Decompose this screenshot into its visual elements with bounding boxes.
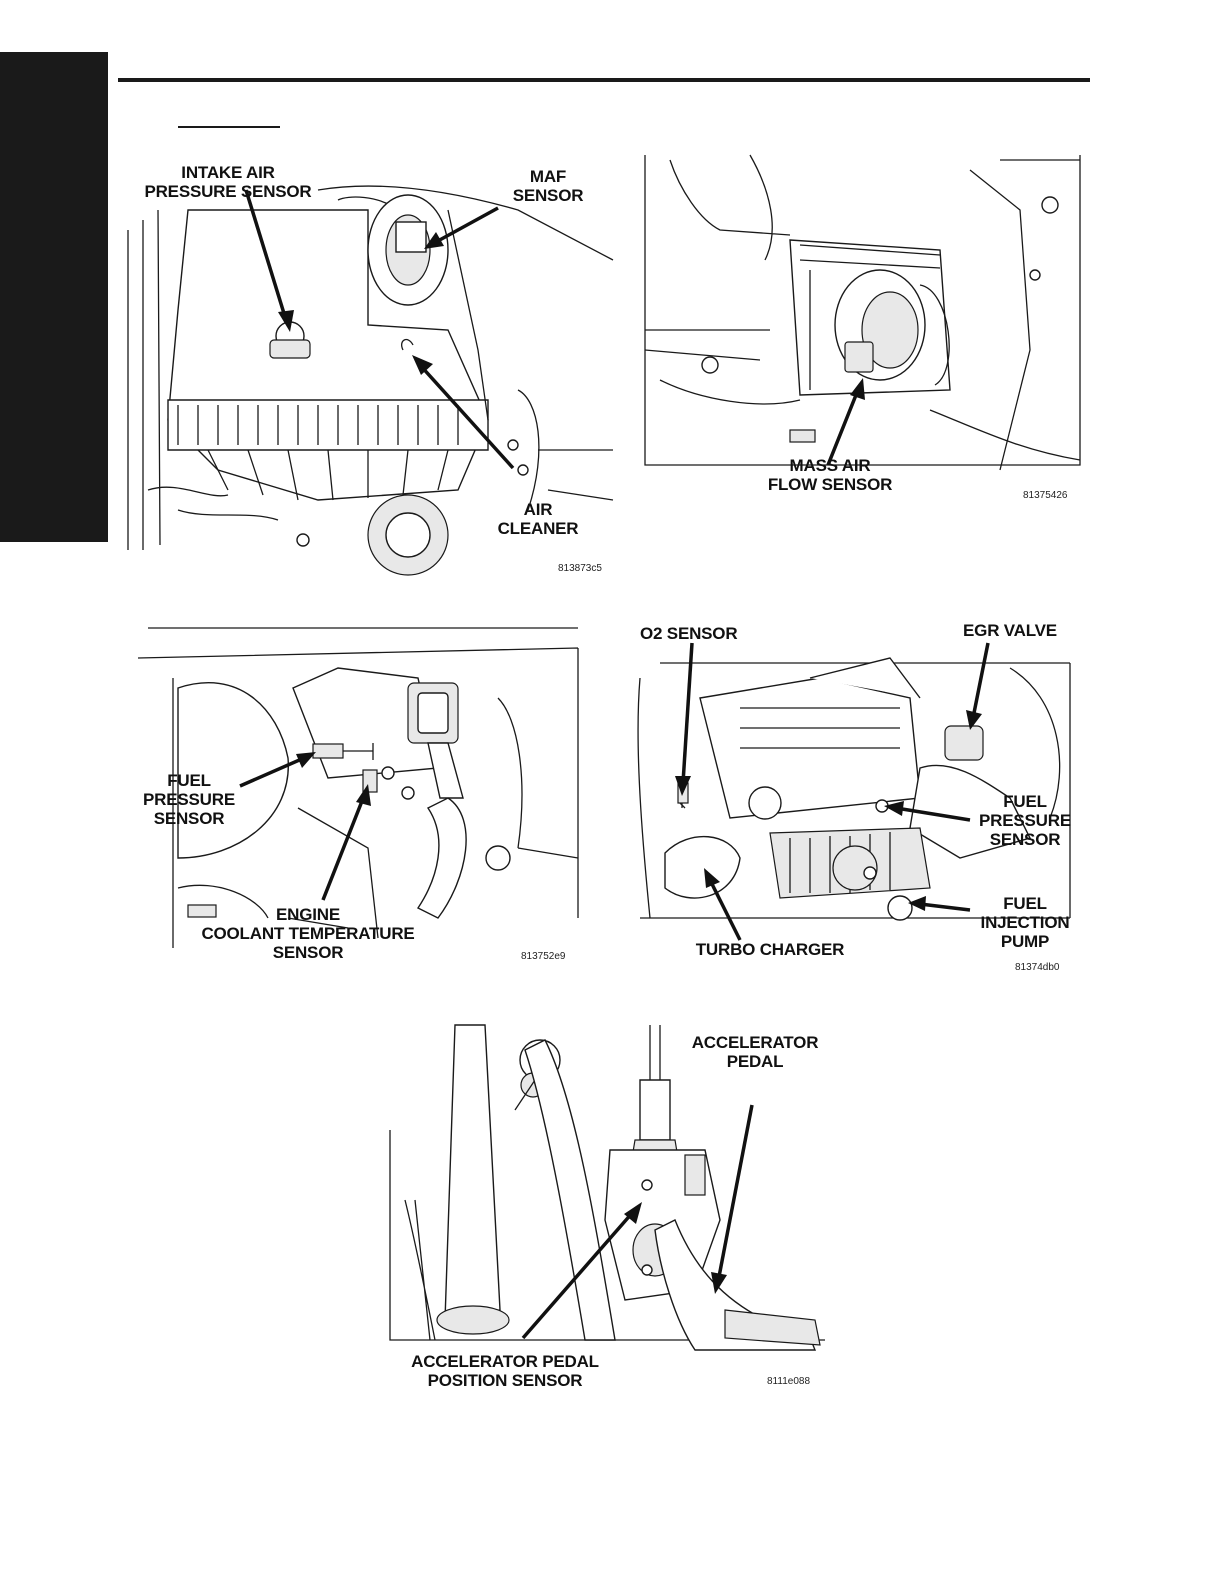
section-tab [0,52,108,542]
label-turbo-charger: TURBO CHARGER [695,940,845,959]
label-egr-valve: EGR VALVE [963,621,1057,640]
figure-accelerator-pedal [385,1020,835,1395]
figure-code: 813873c5 [558,563,602,574]
figure-mass-air-flow [640,150,1090,510]
label-engine-coolant-temperature-sensor: ENGINE COOLANT TEMPERATURE SENSOR [201,905,415,962]
figure-code: 8111e088 [767,1376,811,1387]
maf-sensor-body [396,222,426,252]
label-fuel-injection-pump: FUEL INJECTION PUMP [980,894,1070,951]
header-rule [118,78,1090,82]
label-mass-air-flow-sensor: MASS AIR FLOW SENSOR [767,456,893,494]
heading-underline [178,126,280,128]
figure-fuel-pressure-ect [118,618,588,968]
figure-code: 81375426 [1023,490,1068,501]
figure-code: 813752e9 [521,951,566,962]
label-o2-sensor: O2 SENSOR [640,624,738,643]
label-intake-air-pressure-sensor: INTAKE AIR PRESSURE SENSOR [144,163,312,201]
fuel-pressure-sensor-body [313,744,343,758]
maf-sensor-body [845,342,873,372]
egr-valve-body [945,726,983,760]
label-fuel-pressure-sensor: FUEL PRESSURE SENSOR [979,792,1071,849]
figure-air-cleaner [118,150,618,580]
label-maf-sensor: MAF SENSOR [512,167,584,205]
label-accelerator-pedal: ACCELERATOR PEDAL [691,1033,819,1071]
label-air-cleaner: AIR CLEANER [497,500,579,538]
pedal-illustration [385,1020,835,1395]
label-accelerator-pedal-position-sensor: ACCELERATOR PEDAL POSITION SENSOR [411,1352,599,1390]
figure-code: 81374db0 [1015,962,1060,973]
figure-engine-sensors [630,618,1080,988]
label-fuel-pressure-sensor: FUEL PRESSURE SENSOR [143,771,235,828]
